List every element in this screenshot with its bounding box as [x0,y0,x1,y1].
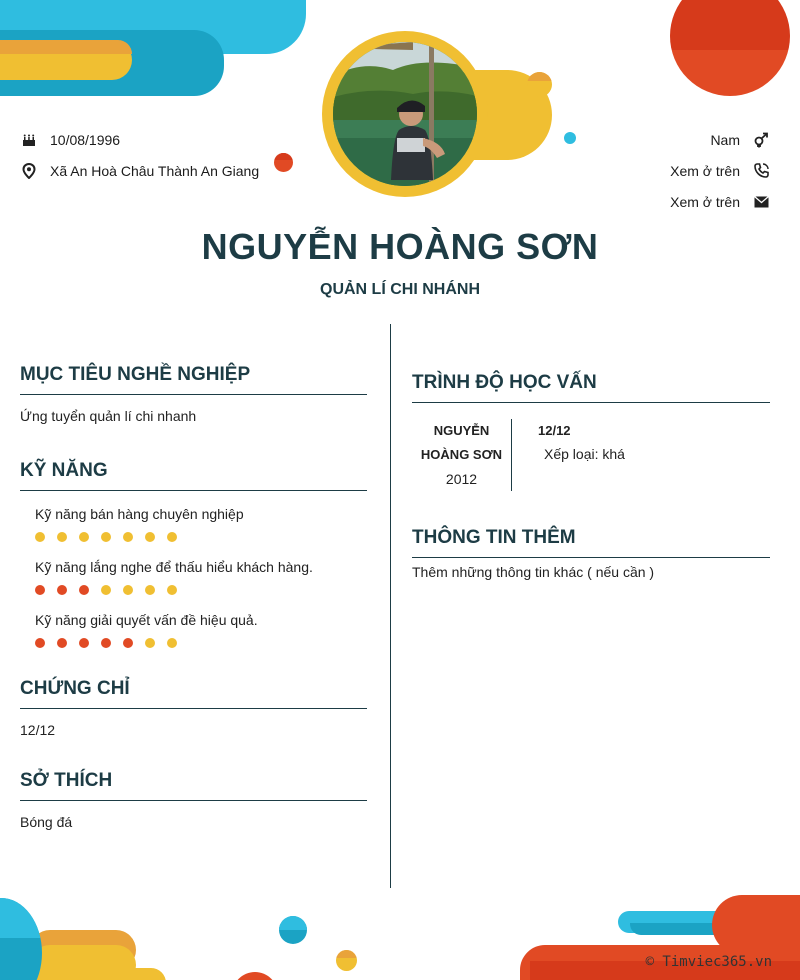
decor-bottom-red-arc [232,972,278,980]
education-detail: Xếp loại: khá [544,446,625,462]
skill-dot [123,585,133,595]
decor-blue-dot [564,132,576,144]
skill-dot [101,532,111,542]
hobbies-text: Bóng đá [20,814,73,830]
decor-bottom-left [0,890,180,980]
certificates-title: CHỨNG CHỈ [20,678,367,709]
skill-dot [145,532,155,542]
full-name: NGUYỄN HOÀNG SƠN [201,226,599,267]
phone-icon [752,163,770,178]
extra-info-title: THÔNG TIN THÊM [412,527,770,558]
skill-name: Kỹ năng lắng nghe để thấu hiểu khách hàng. [35,559,313,575]
job-title: QUẢN LÍ CHI NHÁNH [320,281,480,298]
skill-dot [57,532,67,542]
column-divider [390,324,391,888]
gender-row [670,124,770,155]
skill-dot [145,585,155,595]
hobbies-title: SỞ THÍCH [20,770,367,801]
phone-row [670,155,770,186]
education-info [512,419,625,491]
skill-dot [123,638,133,648]
school-name-line1: NGUYỄN [433,423,490,438]
photo-landscape-icon [333,42,477,186]
objective-section [20,364,367,424]
skill-level-dots [35,585,367,595]
contact-left [20,124,259,186]
envelope-icon [752,196,770,208]
birthday-row [20,124,259,155]
certificates-section [20,678,367,738]
skill-dot [79,532,89,542]
skill-name: Kỹ năng bán hàng chuyên nghiệp [35,506,244,522]
skill-dot [35,638,45,648]
birthday-text: 10/08/1996 [50,131,121,148]
skill-dot [167,638,177,648]
skill-item [35,506,367,542]
skills-title: KỸ NĂNG [20,460,367,491]
extra-info-section [412,527,770,580]
location-pin-icon [20,163,38,179]
email-text: Xem ở trên [670,193,740,210]
skill-dot [35,585,45,595]
right-column [412,372,770,580]
skill-level-dots [35,532,367,542]
decor-bottom-yellow-dot [336,950,357,971]
skill-dot [167,585,177,595]
education-section [412,372,770,491]
gender-icon [752,132,770,148]
skill-dot [35,532,45,542]
education-school [412,419,512,491]
email-row [670,186,770,217]
education-major: 12/12 [538,423,571,438]
certificates-text: 12/12 [20,722,56,738]
decor-bottom-blue-dot [279,916,307,944]
skill-dot [79,585,89,595]
left-column [20,364,367,830]
hobbies-section [20,770,367,830]
skills-list [20,506,367,648]
skills-section [20,460,367,648]
education-year: 2012 [445,471,478,487]
gender-text: Nam [710,131,740,148]
phone-text: Xem ở trên [670,162,740,179]
objective-text: Ứng tuyển quản lí chi nhanh [20,408,197,424]
skill-item [35,612,367,648]
skill-dot [57,585,67,595]
skill-name: Kỹ năng giải quyết vấn đề hiệu quả. [35,612,258,628]
skill-dot [57,638,67,648]
avatar [322,31,488,197]
skill-dot [167,532,177,542]
cake-icon [20,133,38,147]
objective-title: MỤC TIÊU NGHỀ NGHIỆP [20,364,367,395]
address-row [20,155,259,186]
decor-red-dot [274,153,293,172]
watermark: © Timviec365.vn [645,954,772,970]
skill-dot [123,532,133,542]
skill-dot [79,638,89,648]
decor-top-left [0,0,310,100]
skill-dot [101,585,111,595]
education-entry [412,419,770,491]
decor-yellow-dot [527,72,552,97]
skill-item [35,559,367,595]
contact-right [670,124,770,217]
address-text: Xã An Hoà Châu Thành An Giang [50,162,260,179]
skill-level-dots [35,638,367,648]
skill-dot [145,638,155,648]
school-name-line2: HOÀNG SƠN [420,447,503,462]
decor-top-right [670,0,790,96]
education-title: TRÌNH ĐỘ HỌC VẤN [412,372,770,403]
skill-dot [101,638,111,648]
extra-info-text: Thêm những thông tin khác ( nếu cần ) [412,564,655,580]
